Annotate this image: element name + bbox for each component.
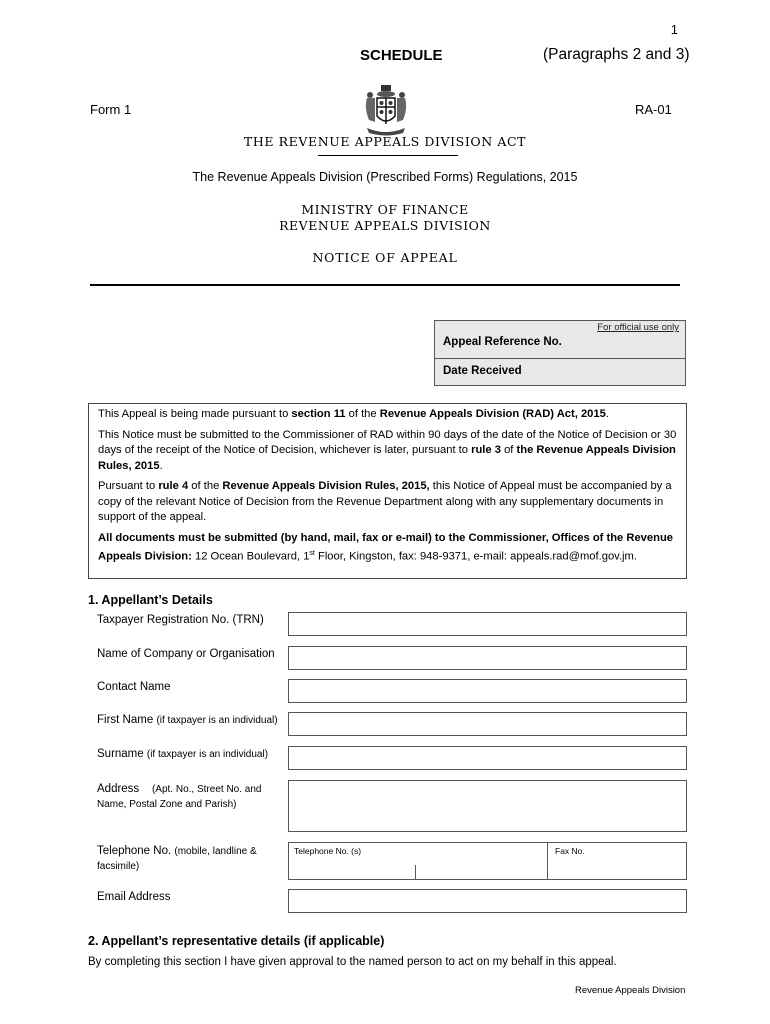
contact-name-label: Contact Name [97, 681, 171, 693]
title-divider [318, 155, 458, 156]
text: facsimile) [97, 861, 140, 872]
section-2-heading: 2. Appellant’s representative details (if applicable) [88, 934, 385, 948]
instructions-box [88, 403, 687, 579]
text: (if taxpayer is an individual) [146, 749, 269, 760]
form-code: RA-01 [635, 102, 672, 117]
surname-field[interactable] [288, 746, 687, 770]
appeal-reference-label: Appeal Reference No. [443, 336, 562, 348]
text: rule 4 [158, 480, 189, 492]
section-1-heading: 1. Appellant’s Details [88, 593, 213, 607]
surname-label [97, 748, 268, 760]
jamaica-coat-of-arms-icon [363, 84, 409, 136]
schedule-heading: SCHEDULE [360, 47, 443, 64]
text: Floor, Kingston, fax: 948-9371, e-mail: appeals.rad@mof.gov.jm. [314, 550, 637, 563]
instruction-paragraph [98, 428, 677, 475]
text: of the [345, 408, 380, 420]
text: This Notice must be submitted to the Commissioner of RAD within 90 days of the date of the Notice of Decision or 30 days of the receipt of the Notice of Decision, whichever is later, pursuant to [98, 428, 677, 456]
text: Address [97, 783, 140, 795]
text: First Name [97, 714, 154, 726]
text: section 11 [291, 408, 346, 420]
text: Revenue Appeals Division (RAD) Act, 2015 [379, 408, 606, 420]
paragraphs-reference: (Paragraphs 2 and 3) [543, 46, 690, 63]
text: All documents must be submitted (by hand, mail, fax or e-mail) to the Commissioner, Offices of the Revenue Appeals Division: [98, 531, 674, 563]
text: Telephone No. [97, 845, 172, 857]
text: of the [188, 480, 223, 492]
first-name-field[interactable] [288, 712, 687, 736]
text: (Apt. No., Street No. and [151, 784, 262, 795]
email-field[interactable] [288, 889, 687, 913]
instruction-paragraph [98, 407, 677, 423]
trn-field[interactable] [288, 612, 687, 636]
header-divider [90, 284, 680, 286]
instruction-paragraph [98, 479, 677, 526]
text: this Notice of Appeal must be accompanied by a copy of the relevant Notice of Decision from the Revenue Department along with any supplementary documents in support of the appeal. [98, 480, 672, 523]
text: . [605, 408, 609, 420]
form-number: Form 1 [90, 102, 132, 117]
official-use-note: For official use only [597, 322, 679, 333]
notice-title: NOTICE OF APPEAL [312, 250, 458, 265]
text: This Appeal is being made pursuant to [98, 408, 292, 420]
text: . [159, 459, 163, 472]
trn-label: Taxpayer Registration No. (TRN) [97, 614, 264, 626]
text: (mobile, landline & [174, 846, 257, 857]
text: Name, Postal Zone and Parish) [97, 799, 237, 810]
official-use-box [434, 320, 686, 386]
ministry-heading [0, 202, 770, 234]
section-2-text: By completing this section I have given approval to the named person to act on my behalf in this appeal. [88, 956, 617, 968]
email-label: Email Address [97, 891, 171, 903]
text: 12 Ocean Boulevard, 1 [191, 550, 310, 563]
telephone-label [97, 844, 257, 874]
text: Revenue Appeals Division Rules, 2015, [222, 480, 430, 492]
text: st [309, 550, 315, 557]
text: of [500, 444, 517, 456]
instruction-paragraph [98, 531, 677, 566]
company-field[interactable] [288, 646, 687, 670]
field-divider [547, 843, 548, 879]
page-number: 1 [670, 22, 678, 37]
text: Pursuant to [98, 480, 159, 492]
text-cursor [415, 865, 416, 879]
fax-sub-label: Fax No. [555, 846, 585, 856]
date-received-label: Date Received [443, 365, 522, 377]
text: (if taxpayer is an individual) [156, 715, 278, 726]
ministry-line: MINISTRY OF FINANCE [301, 202, 469, 217]
division-line: REVENUE APPEALS DIVISION [279, 218, 491, 233]
page-footer: Revenue Appeals Division [575, 985, 686, 996]
act-title: THE REVENUE APPEALS DIVISION ACT [243, 134, 527, 149]
company-label: Name of Company or Organisation [97, 648, 275, 660]
telephone-sub-label: Telephone No. (s) [294, 846, 362, 856]
text: rule 3 [471, 444, 501, 456]
first-name-label [97, 714, 278, 726]
address-field[interactable] [288, 780, 687, 832]
regulations-title: The Revenue Appeals Division (Prescribed Forms) Regulations, 2015 [192, 170, 578, 184]
text: Surname [97, 748, 144, 760]
text: the Revenue Appeals Division Rules, 2015 [98, 444, 676, 472]
address-label [97, 782, 261, 812]
contact-name-field[interactable] [288, 679, 687, 703]
telephone-fax-field[interactable] [288, 842, 687, 880]
